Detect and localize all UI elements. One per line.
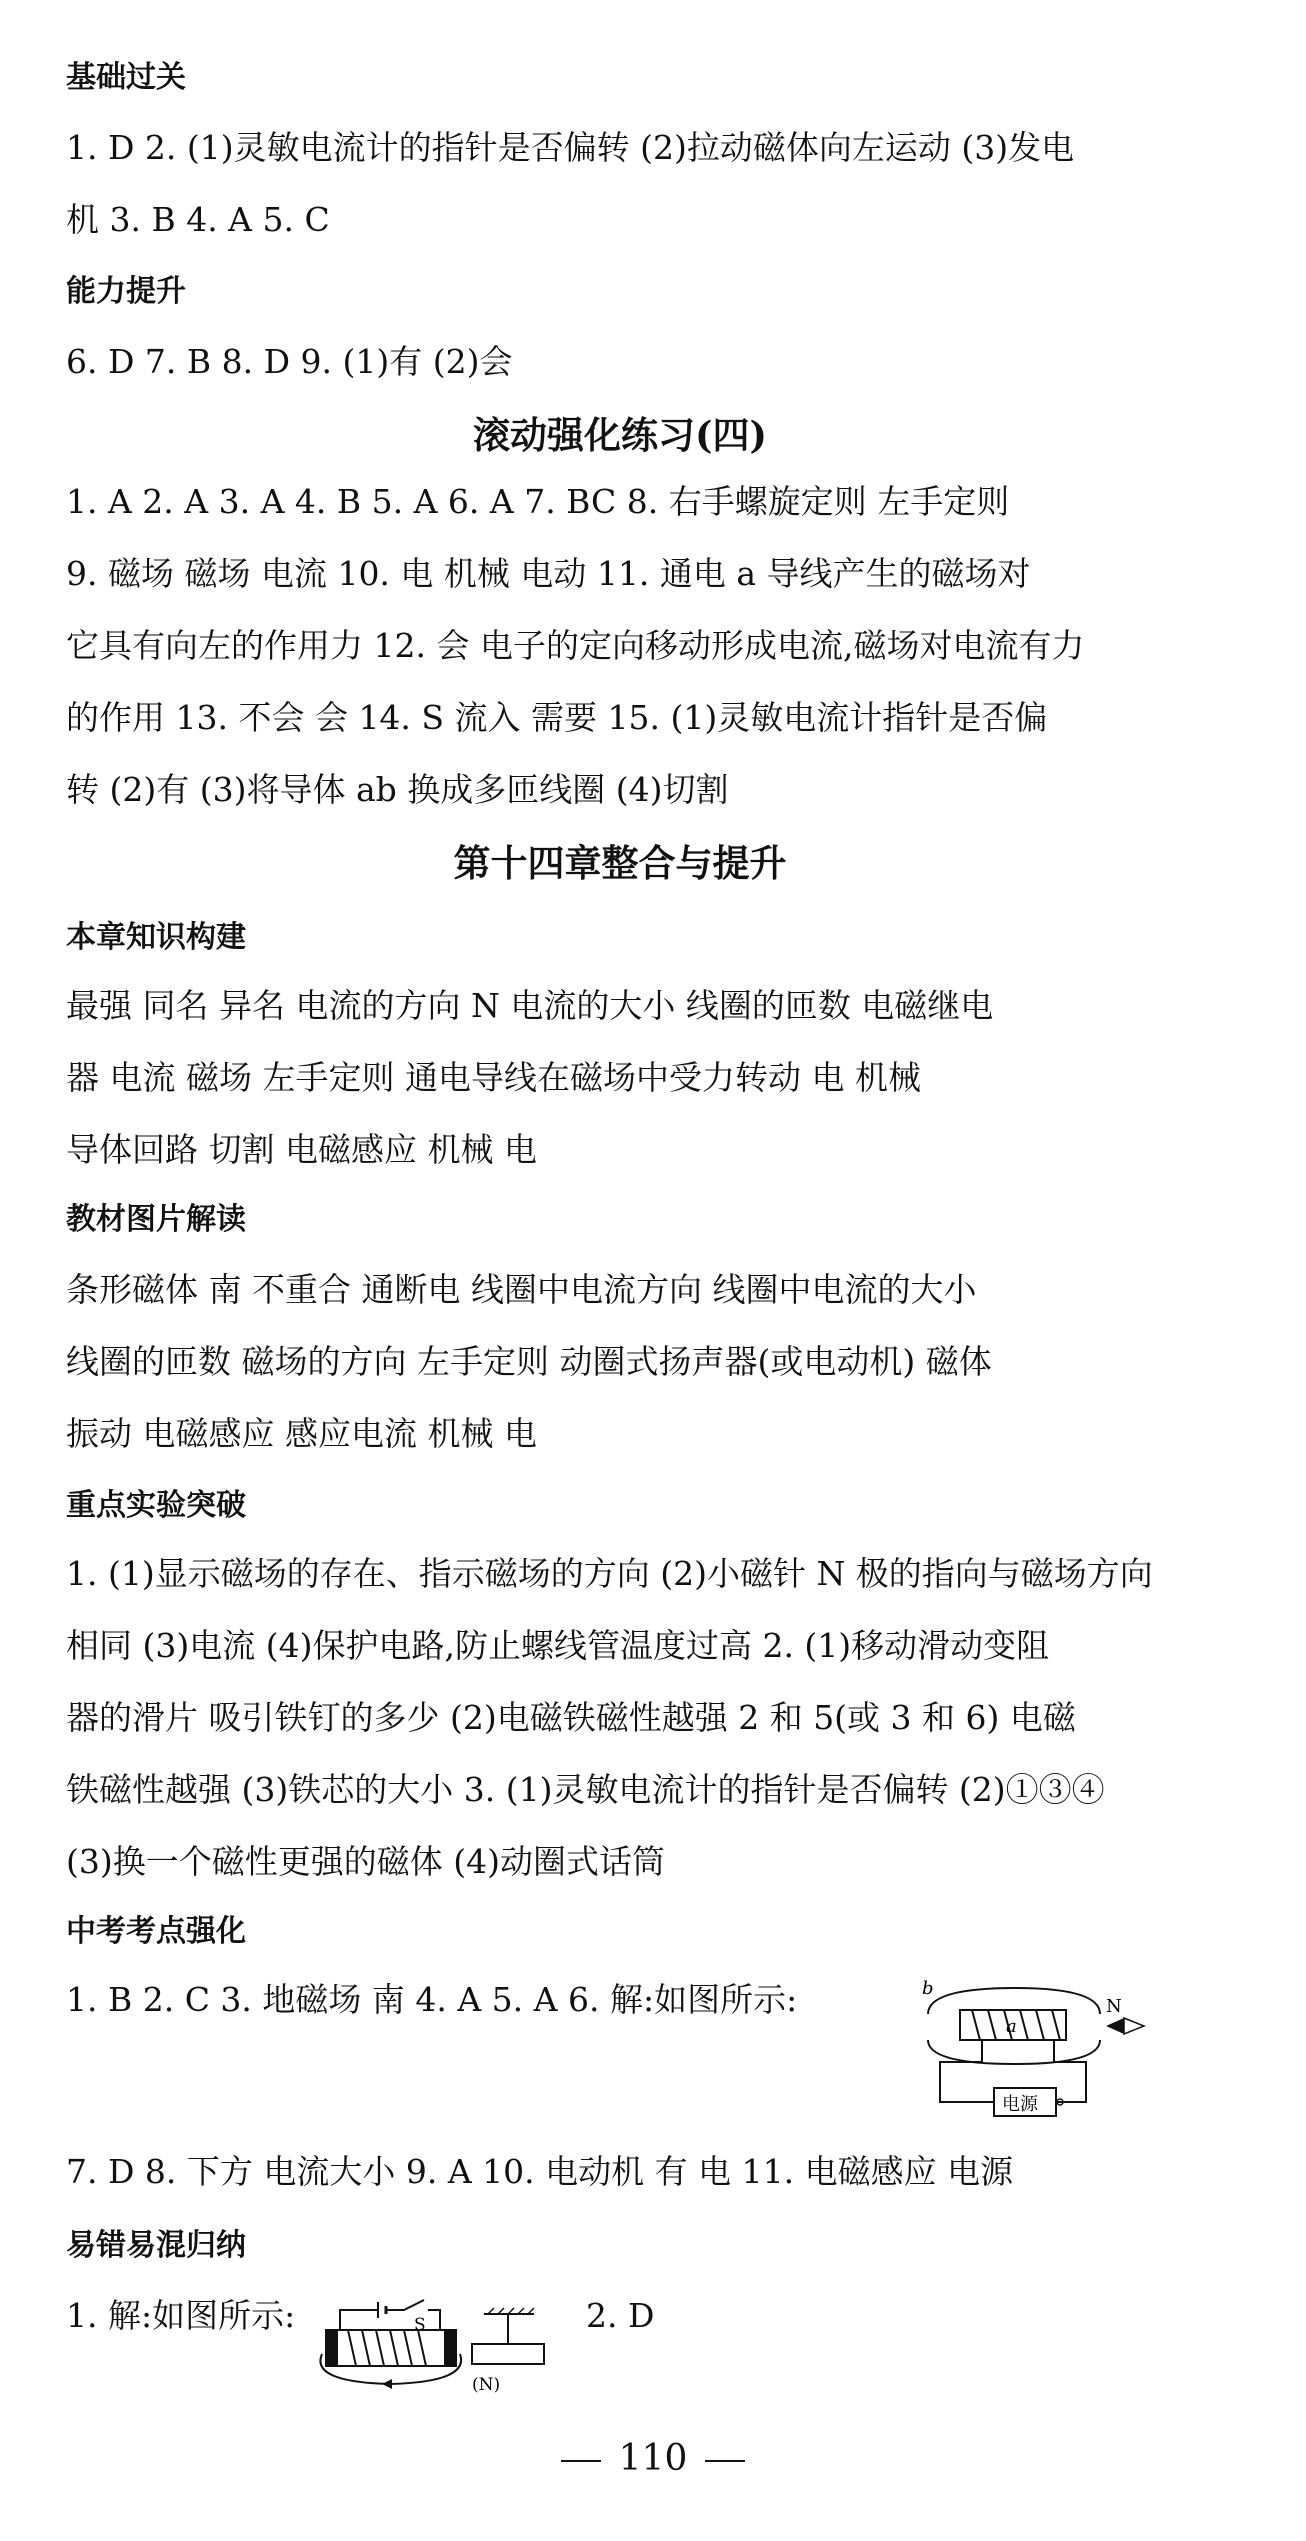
page-number <box>0 2438 1306 2479</box>
answer-line: 振动 电磁感应 感应电流 机械 电 <box>66 1414 537 1453</box>
answer-line: 转 (2)有 (3)将导体 ab 换成多匝线圈 (4)切割 <box>66 770 729 809</box>
figure1-power-label: 电源 <box>1002 2094 1038 2115</box>
answer-line: 1. (1)显示磁场的存在、指示磁场的方向 (2)小磁针 N 极的指向与磁场方向 <box>66 1554 1153 1593</box>
answer-line: 9. 磁场 磁场 电流 10. 电 机械 电动 11. 通电 a 导线产生的磁场对 <box>66 554 1031 593</box>
section-yicuo: 易错易混归纳 <box>66 2228 246 2263</box>
answer-line: 6. D 7. B 8. D 9. (1)有 (2)会 <box>66 342 513 381</box>
answer-line: 器的滑片 吸引铁钉的多少 (2)电磁铁磁性越强 2 和 5(或 3 和 6) 电磁 <box>66 1698 1076 1737</box>
solenoid-figure <box>910 1978 1150 2118</box>
answer-line: 1. D 2. (1)灵敏电流计的指针是否偏转 (2)拉动磁体向左运动 (3)发电 <box>66 128 1075 167</box>
answer-line: 线圈的匝数 磁场的方向 左手定则 动圈式扬声器(或电动机) 磁体 <box>66 1342 992 1381</box>
figure1-label-a: a <box>1006 2016 1017 2037</box>
electromagnet-figure <box>300 2290 580 2400</box>
section-jichu: 基础过关 <box>66 60 186 95</box>
answer-line: 条形磁体 南 不重合 通断电 线圈中电流方向 线圈中电流的大小 <box>66 1270 977 1309</box>
answer-line: 1. A 2. A 3. A 4. B 5. A 6. A 7. BC 8. 右手螺旋定则 左手定则 <box>66 482 1010 521</box>
section-zhishi: 本章知识构建 <box>66 920 246 955</box>
title-gundong: 滚动强化练习(四) <box>472 413 767 457</box>
section-zhongkao: 中考考点强化 <box>66 1914 246 1949</box>
figure2-label-n: (N) <box>472 2375 501 2395</box>
answer-line: 1. 解:如图所示: <box>66 2296 296 2335</box>
answer-line: 相同 (3)电流 (4)保护电路,防止螺线管温度过高 2. (1)移动滑动变阻 <box>66 1626 1050 1665</box>
title-chapter: 第十四章整合与提升 <box>453 841 787 885</box>
answer-line: 它具有向左的作用力 12. 会 电子的定向移动形成电流,磁场对电流有力 <box>66 626 1085 665</box>
answer-line: 最强 同名 异名 电流的方向 N 电流的大小 线圈的匝数 电磁继电 <box>66 986 994 1025</box>
section-jiaocai: 教材图片解读 <box>66 1202 246 1237</box>
answer-line: 7. D 8. 下方 电流大小 9. A 10. 电动机 有 电 11. 电磁感应 电源 <box>66 2152 1014 2191</box>
figure1-label-n: N <box>1106 1996 1122 2017</box>
answer-line: 2. D <box>586 2296 655 2335</box>
page-number-value: 110 <box>618 2438 688 2479</box>
section-nengli: 能力提升 <box>66 274 186 309</box>
answer-line: 器 电流 磁场 左手定则 通电导线在磁场中受力转动 电 机械 <box>66 1058 921 1097</box>
answer-line: 机 3. B 4. A 5. C <box>66 200 330 239</box>
figure2-label-s: S <box>414 2315 426 2335</box>
answer-line: 1. B 2. C 3. 地磁场 南 4. A 5. A 6. 解:如图所示: <box>66 1980 798 2019</box>
section-zhongdian: 重点实验突破 <box>66 1488 246 1523</box>
figure1-label-b: b <box>922 1978 934 1999</box>
answer-line: 铁磁性越强 (3)铁芯的大小 3. (1)灵敏电流计的指针是否偏转 (2)①③④ <box>66 1770 1105 1809</box>
answer-line: (3)换一个磁性更强的磁体 (4)动圈式话筒 <box>66 1842 665 1881</box>
answer-line: 导体回路 切割 电磁感应 机械 电 <box>66 1130 537 1169</box>
answer-line: 的作用 13. 不会 会 14. S 流入 需要 15. (1)灵敏电流计指针是否偏 <box>66 698 1048 737</box>
